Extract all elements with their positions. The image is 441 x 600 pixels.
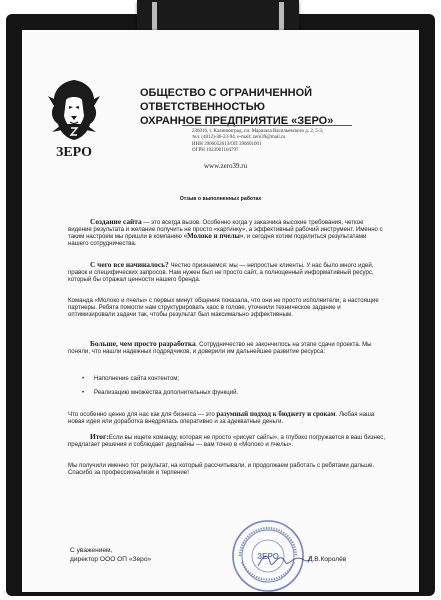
paragraph-text: . Сотрудничество не закончилось на этапе сдачи проекта. Мы поняли, что нашли надежных подрядчиков, и доверили им дальнейшее развитие ресурса: bbox=[68, 341, 372, 356]
paragraph-text: . Любая наша новая идея или доработка внедрялась оперативно и за адекватные деньги. bbox=[68, 411, 375, 426]
bullet-icon: • bbox=[82, 389, 85, 396]
paragraph-beginning bbox=[68, 261, 388, 283]
paragraph-lead: Создание сайта bbox=[90, 217, 142, 226]
paragraph-team bbox=[68, 297, 388, 318]
contact-inn: ИНН 3906052613/ОП 390601001 bbox=[192, 141, 262, 147]
signature-name: Д.В.Королёв bbox=[308, 556, 347, 563]
services-list bbox=[82, 375, 382, 403]
org-contacts bbox=[192, 125, 362, 154]
paragraph-text: Если вы ищете команду, которая не просто «рисует сайты», а глубоко погружается в ваш бизнес, предлагает решения и соблюдает дедлайны — вам точно в «Молоко и пчелы». bbox=[68, 434, 386, 449]
document-title: Отзыв о выполненных работах bbox=[179, 196, 262, 202]
signature-position: директор ООО ОП «Зеро» bbox=[70, 556, 152, 563]
bullet-icon: • bbox=[82, 375, 85, 382]
org-title-line: ОБЩЕСТВО С ОГРАНИЧЕННОЙ bbox=[140, 87, 313, 99]
list-item bbox=[82, 389, 382, 403]
list-item bbox=[82, 375, 382, 389]
budget-highlight: разумный подход к бюджету и срокам bbox=[216, 410, 336, 418]
paragraph-text: Честно признаемся: мы — непростые клиенты. У нас было много идей, правок и специфических запросов. Нам нужен был не просто сайт, а полноценный информативный ресурс, который бы отражал ценности нашего бренда. bbox=[68, 262, 374, 284]
lion-logo-icon bbox=[42, 76, 106, 162]
paragraph-text: — это всегда вызов. Особенно когда у заказчика высокие требования, четкое видение результата и желание получить не просто «картинку», а эффективный рабочий инструмент. Именно с таким настроем мы пришли в компанию bbox=[68, 219, 383, 241]
stamp-center-text: ЗЕРО bbox=[257, 552, 279, 561]
paragraph-lead: Больше, чем просто разработка bbox=[90, 339, 196, 348]
contact-ogrn: ОГРН 1023901104797 bbox=[192, 147, 239, 153]
paragraph-budget bbox=[68, 411, 388, 425]
client-name-highlight: «Молоко и пчелы» bbox=[183, 232, 244, 241]
paragraph-lead: С чего все начиналось? bbox=[90, 260, 169, 269]
list-item-text: Реализацию множества дополнительных функций. bbox=[94, 389, 239, 396]
list-item-text: Наполнение сайта контентом; bbox=[94, 375, 180, 382]
header-rule bbox=[182, 125, 352, 126]
letter-sheet bbox=[22, 30, 419, 592]
signature-block bbox=[70, 546, 151, 564]
contact-phone-email: тел. (4012)-46-23-94, e-mail: zero39@mail.ru bbox=[192, 135, 286, 141]
paragraph-summary bbox=[68, 433, 388, 448]
handwritten-signature bbox=[254, 550, 314, 572]
signature-regards: С уважением, bbox=[70, 547, 113, 554]
org-title-line: ОТВЕТСТВЕННОСТЬЮ bbox=[140, 101, 266, 113]
paragraph-website-creation bbox=[68, 218, 388, 247]
org-title bbox=[140, 86, 370, 128]
org-website: www.zero39.ru bbox=[204, 162, 248, 170]
paragraph-text: Мы получили именно тот результат, на который рассчитывали, и продолжаем работать с ребятами дальше. Спасибо за профессионализм и терпение! bbox=[68, 462, 375, 477]
contact-address: 236016, г. Калининград, пл. Маршала Васильевского д. 2, 5-3, bbox=[192, 129, 324, 134]
paragraph-text: Команда «Молоко и пчелы» с первых минут общения показала, что они не просто исполнители, а настоящие партнеры. Ребята помогли нам структурировать хаос в голове, уточнили техническое задание и оптимизировали задачи так, чтобы результат был максимально эффективным. bbox=[68, 297, 379, 319]
paragraph-thanks bbox=[68, 462, 388, 476]
org-title-line: ОХРАННОЕ ПРЕДПРИЯТИЕ «ЗЕРО» bbox=[140, 115, 334, 127]
paragraph-text: , и сегодня хотим поделиться результатами нашего сотрудничества. bbox=[68, 233, 367, 248]
paragraph-lead: Итог: bbox=[90, 432, 109, 441]
paragraph-text: Что особенно ценно для нас как для бизнеса — это bbox=[68, 411, 217, 418]
paragraph-development bbox=[68, 340, 388, 355]
logo-wordmark: ЗЕРО bbox=[55, 145, 93, 160]
